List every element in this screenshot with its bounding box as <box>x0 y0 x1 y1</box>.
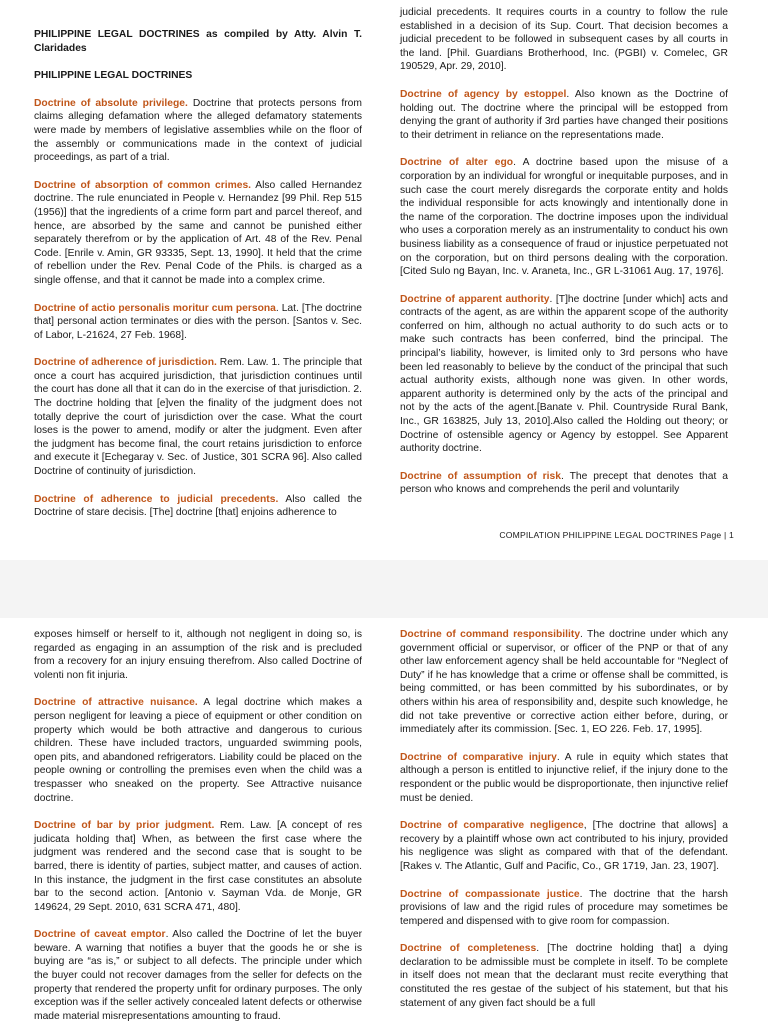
doctrine-term: Doctrine of comparative injury <box>400 751 557 763</box>
doctrine-term: Doctrine of command responsibility <box>400 629 581 640</box>
doctrine-text: . The doctrine under which any government official or supervisor, or officer of the PNP or that of any other law enforcement agency shall be held accountable for “Neglect of Duty” if he has knowledge that a crime or offense shall be committed, is being committed, or has been committed by his subordinates, or by others within his area of responsibility and, despite such knowledge, he did not take preventive or corrective action either before, during, or immediately after its commission. [Sec. 1, EO 226. Feb. 17, 1995]. <box>400 629 728 736</box>
doctrine-text: . Also called the Doctrine of let the buyer beware. A warning that notifies a buyer that the goods he or she is buying are “as is,” or subject to all defects. The principle under which the buyer could not recover damages from the seller for defects on the property that rendered the property unfit for ordinary purposes. The only exception was if the seller actively concealed latent defects or otherwise made material misrepresentations amounting to fraud. <box>34 929 362 1022</box>
entry-list <box>34 97 362 520</box>
doctrine-text: Doctrine that protects persons from claims alleging defamation where the alleged defamatory statements were made by members of legislative assemblies while on the floor of the assembly or communications made in the context of judicial proceedings, as part of a trial. <box>34 97 362 164</box>
doctrine-text: . [T]he doctrine [under which] acts and contracts of the agent, as are within the apparent scope of the authority conferred on him, although no actual authority to do such acts or to make such contracts has been conferred, bind the principal. The principal’s liability, however, is limited only to 3rd persons who have been led reasonably to believe by the conduct of the principal that such actual authority exists, although none was given. In other words, apparent authority is determined only by the acts of the principal and not by the acts of the agent.[Banate v. Phil. Countryside Rural Bank, Inc., GR 163825, July 13, 2010].Also called the Holding out theory; or Doctrine of ostensible agency or Agency by estoppel. See Apparent authority doctrine. <box>400 293 728 455</box>
doctrine-term: Doctrine of attractive nuisance. <box>34 697 198 709</box>
page1-left-column <box>34 28 362 534</box>
doctrine-entry <box>400 6 728 74</box>
doctrine-text: . The precept that denotes that a person who knows and comprehends the peril and voluntarily <box>400 470 728 496</box>
doctrine-entry <box>400 470 728 497</box>
doctrine-term: Doctrine of bar by prior judgment. <box>34 820 215 832</box>
doctrine-entry <box>400 942 728 1010</box>
doctrine-term: Doctrine of actio personalis moritur cum persona <box>34 302 276 314</box>
doctrine-text: A legal doctrine which makes a person negligent for leaving a piece of equipment or other condition on property which would be both attractive and dangerous to curious children. These have included tractors, unguarded swimming pools, open pits, and abandoned refrigerators. Liability could be placed on the people owning or controlling the premises even when the child was a trespasser who sneaked on the property. See Attractive nuisance doctrine. <box>34 697 362 804</box>
doctrine-text: Also called the Doctrine of stare decisis. [The] doctrine [that] enjoins adherence to <box>34 493 363 519</box>
page-footer: COMPILATION PHILIPPINE LEGAL DOCTRINES Page | 1 <box>499 530 734 540</box>
doctrine-entry <box>34 493 362 520</box>
doctrine-term: Doctrine of agency by estoppel <box>400 88 567 100</box>
doctrine-term: Doctrine of apparent authority <box>400 293 550 305</box>
doctrine-text: exposes himself or herself to it, although not negligent in doing so, is regarded as engaging in an assumption of the risk and is precluded from a recovery for an injury ensuing therefrom. Also called Doctrine of volenti non fit injuria. <box>34 629 362 681</box>
doctrine-entry <box>400 888 728 929</box>
doctrine-text: . [The doctrine holding that] a dying declaration to be admissible must be complete in itself. To be complete in itself does not mean that the declarant must recite everything that constituted the res gestae of the subject of his statement, but that his statement of any given fact should be a full <box>400 943 728 1009</box>
doctrine-text: . Also known as the Doctrine of holding out. The doctrine where the principal will be estopped from denying the grant of authority if 3rd parties have changed their positions to their detriment in reliance on the representations made. <box>400 88 728 141</box>
doctrine-term: Doctrine of adherence of jurisdiction. <box>34 357 217 369</box>
page1-right-column <box>400 6 728 511</box>
doctrine-text: . The doctrine that the harsh provisions of law and the rigid rules of procedure may sometimes be tempered and dispensed with to give room for compassion. <box>400 888 728 927</box>
doctrine-entry <box>34 179 362 288</box>
doctrine-entry <box>34 302 362 343</box>
doctrine-entry <box>34 97 362 165</box>
page-separator <box>0 560 768 618</box>
doctrine-text: Rem. Law. 1. The principle that once a court has acquired jurisdiction, that jurisdiction continues until the court has done all that it can do in the exercise of that jurisdiction. 2. The doctrine holding that [e]ven the finality of the judgment does not totally deprive the court of jurisdiction over the case. What the court loses is the power to amend, modify or alter the judgment. Even after the judgment has become final, the court retains jurisdiction to enforce and execute it [Echegaray v. Sec. of Justice, 301 SCRA 96]. Also called Doctrine of continuity of jurisdiction. <box>34 357 362 478</box>
section-heading: PHILIPPINE LEGAL DOCTRINES <box>34 70 193 82</box>
page2-left-column <box>34 628 362 1024</box>
entry-list <box>400 6 728 497</box>
entry-list <box>34 628 362 1023</box>
doctrine-entry <box>34 628 362 682</box>
doctrine-entry <box>400 628 728 737</box>
doctrine-entry <box>400 819 728 873</box>
doctrine-term: Doctrine of completeness <box>400 943 537 955</box>
doctrine-text: . Lat. [The doctrine that] personal action terminates or dies with the person. [Santos v. Sec. of Labor, L-21624, 27 Feb. 1968]. <box>34 302 362 341</box>
doctrine-text: Also called Hernandez doctrine. The rule enunciated in People v. Hernandez [99 Phil. Rep 515 (1956)] that the ingredients of a crime form part and parcel thereof, and hence, are absorbed by the same and cannot be punished either separately therefrom or by the application of Art. 48 of the Rev. Penal Code. [Enrile v. Amin, GR 93335, Sept. 13, 1990]. It held that the crime of rebellion under the Rev. Penal Code of the Phils. is charged as a single offense, and that it cannot be made into a complex crime. <box>34 179 362 286</box>
page-2 <box>0 618 768 1024</box>
doctrine-term: Doctrine of absolute privilege. <box>34 97 188 109</box>
doctrine-text: Rem. Law. [A concept of res judicata holding that] When, as between the first case where the judgment was rendered and the second case that is sought to be barred, there is identity of parties, subject matter, and causes of action. In this instance, the judgment in the first case constitutes an absolute bar to the second action. [Antonio v. Sayman Vda. de Monje, GR 149624, 29 Sept. 2010, 631 SCRA 471, 480]. <box>34 820 362 913</box>
doctrine-entry <box>34 819 362 914</box>
doctrine-text: judicial precedents. It requires courts in a country to follow the rule established in a decision of its Sup. Court. That decision becomes a judicial precedent to be followed in subsequent cases by all courts in the land. [Phil. Guardians Brotherhood, Inc. (PGBI) v. Comelec, GR 190529, Apr. 29, 2010]. <box>400 7 728 73</box>
doctrine-entry <box>34 696 362 805</box>
doctrine-text: , [The doctrine that allows] a recovery by a plaintiff whose own act contributed to his injury, provided his negligence was slight as compared with that of the defendant. [Rakes v. The Atlantic, Gulf and Pacific, Co., GR 1719, Jan. 23, 1907]. <box>400 820 728 872</box>
doctrine-term: Doctrine of absorption of common crimes. <box>34 179 252 191</box>
doctrine-text: . A rule in equity which states that although a person is entitled to injunctive relief, if the injury done to the respondent or the public would be disproportionate, then injunctive relief must be denied. <box>400 751 728 804</box>
doctrine-entry <box>400 156 728 278</box>
doctrine-term: Doctrine of caveat emptor <box>34 929 166 941</box>
doctrine-term: Doctrine of assumption of risk <box>400 470 561 482</box>
doctrine-text: . A doctrine based upon the misuse of a corporation by an individual for wrongful or inequitable purposes, and in such case the court merely disregards the corporate entity and holds the individual responsible for acts knowingly and intentionally done in the name of the corporation. The doctrine imposes upon the individual who uses a corporation merely as an instrumentality to conduct his own business liability as a consequence of fraud or injustice perpetuated not on the corporation, but on third persons dealing with the corporation. [Cited Sulo ng Bayan, Inc. v. Araneta, Inc., GR L-31061 Aug. 17, 1976]. <box>400 157 728 278</box>
doctrine-entry <box>400 293 728 456</box>
doctrine-entry <box>34 928 362 1023</box>
entry-list <box>400 628 728 1010</box>
doctrine-entry <box>400 751 728 805</box>
doctrine-entry <box>400 88 728 142</box>
doctrine-term: Doctrine of alter ego <box>400 157 514 169</box>
doctrine-entry <box>34 356 362 478</box>
doctrine-term: Doctrine of comparative negligence <box>400 820 584 832</box>
doctrine-term: Doctrine of compassionate justice <box>400 888 580 900</box>
document-title: PHILIPPINE LEGAL DOCTRINES as compiled by Atty. Alvin T. Claridades <box>34 29 362 54</box>
page2-right-column <box>400 628 728 1024</box>
doctrine-term: Doctrine of adherence to judicial precedents. <box>34 493 279 505</box>
